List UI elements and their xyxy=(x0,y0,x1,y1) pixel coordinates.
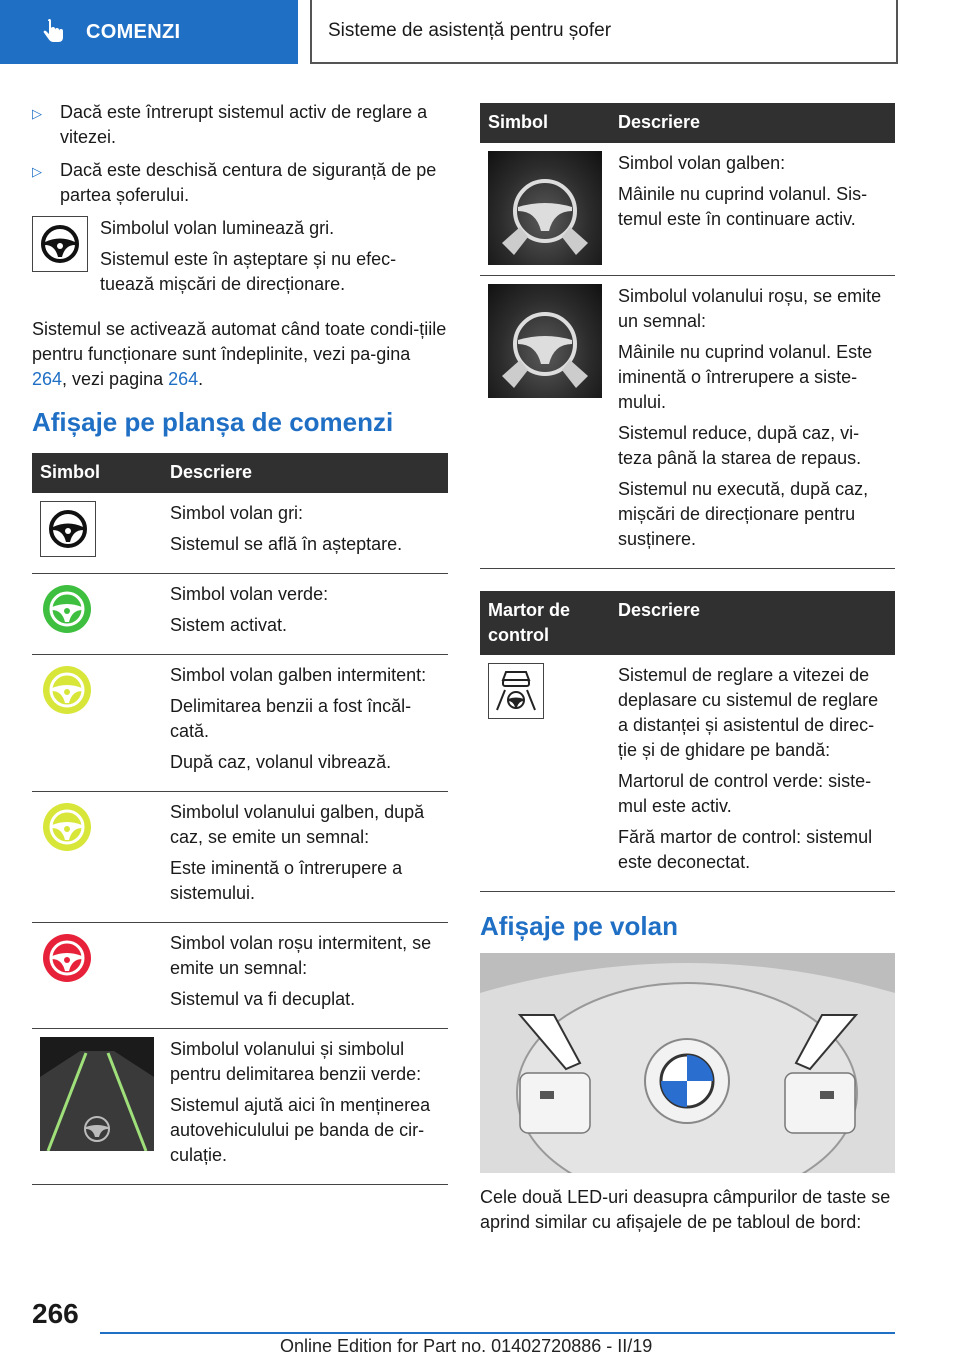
list-item: ▷ Dacă este întrerupt sistemul activ de reglare a vitezei. xyxy=(32,100,448,150)
page-link[interactable]: 264 xyxy=(32,369,63,389)
column-header: Simbol xyxy=(480,103,610,143)
table-row: Simbolul volanului și simbolul pentru delimitarea benzii verde: Sistemul ajută aici în menținerea autovehiculului pe banda de cir-culație. xyxy=(32,1029,448,1185)
steering-wheel-outline-icon xyxy=(32,216,88,272)
symbol-table xyxy=(32,453,448,1185)
table-row: Simbol volan galben: Mâinile nu cuprind volanul. Sis-temul este în continuare activ. xyxy=(480,143,895,276)
right-column xyxy=(480,103,895,1235)
page-link[interactable]: 264 xyxy=(168,369,199,389)
section-label: COMENZI xyxy=(86,20,181,43)
table-row: Simbol volan roșu intermitent, se emite un semnal: Sistemul va fi decuplat. xyxy=(32,923,448,1029)
steering-wheel-outline-icon xyxy=(40,501,96,557)
page-number: 266 xyxy=(32,1298,79,1329)
icon-note: Simbolul volan luminează gri. Sistemul este în așteptare și nu efec-tuează mișcări de direcționare. xyxy=(32,216,448,303)
table-row: Sistemul de reglare a vitezei de deplasare cu sistemul de reglare a distanței și asistentul de direc-ție și de ghidare pe bandă: Martorul de control verde: siste-mul este activ. Fără martor de control: sistemul este deconectat. xyxy=(480,655,895,892)
steering-wheel-photo xyxy=(480,953,895,1173)
chapter-header xyxy=(310,0,898,64)
triangle-bullet-icon: ▷ xyxy=(32,106,42,121)
caption-paragraph: Cele două LED-uri deasupra câmpurilor de taste se aprind similar cu afișajele de pe tabloul de bord: xyxy=(480,1187,891,1232)
footer-divider xyxy=(100,1332,895,1334)
assistant-indicator-icon xyxy=(488,663,544,719)
edition-text: Online Edition for Part no. 01402720886 - II/19 xyxy=(280,1336,653,1356)
steering-wheel-green-icon xyxy=(40,582,154,643)
list-item: ▷ Dacă este deschisă centura de siguranță de pe partea șoferului. xyxy=(32,158,448,208)
table-row: Simbol volan galben intermitent: Delimitarea benzii a fost încăl-cată. După caz, volanul vibrează. xyxy=(32,655,448,792)
hands-off-wheel-red-icon xyxy=(488,284,602,398)
chapter-title: Sisteme de asistență pentru șofer xyxy=(328,20,612,41)
hands-off-wheel-yellow-icon xyxy=(488,151,602,265)
column-header: Descriere xyxy=(610,103,895,143)
table-row: Simbol volan verde: Sistem activat. xyxy=(32,574,448,655)
body-paragraph: Sistemul se activează automat când toate condi-țiile pentru funcționare sunt îndeplinite, vezi pa-gina 264, vezi pagina 264. xyxy=(32,319,447,389)
steering-wheel-red-icon xyxy=(40,931,154,992)
table-row: Simbolul volanului galben, după caz, se emite un semnal: Este iminentă o întrerupere a sistemului. xyxy=(32,792,448,923)
section-heading: Afișaje pe volan xyxy=(480,911,678,941)
left-column xyxy=(32,100,448,1185)
column-header: Martor de control xyxy=(480,591,610,655)
column-header: Simbol xyxy=(32,453,162,493)
table-row: Simbolul volanului roșu, se emite un semnal: Mâinile nu cuprind volanul. Este iminentă o întrerupere a siste-mului. Sistemul reduce, după caz, vi-teza până la starea de repaus. Sistemul nu execută, după caz, mișcări de direcționare pentru susținere. xyxy=(480,276,895,569)
column-header: Descriere xyxy=(610,591,895,655)
lane-guidance-display-icon xyxy=(40,1037,154,1151)
triangle-bullet-icon: ▷ xyxy=(32,164,42,179)
symbol-table xyxy=(480,103,895,569)
section-tab[interactable] xyxy=(0,0,298,64)
indicator-table xyxy=(480,591,895,892)
section-heading: Afișaje pe planșa de comenzi xyxy=(32,407,394,437)
table-row: Simbol volan gri: Sistemul se află în așteptare. xyxy=(32,493,448,574)
column-header: Descriere xyxy=(162,453,448,493)
hand-pointer-icon xyxy=(40,18,68,46)
steering-wheel-yellow-icon xyxy=(40,663,154,724)
steering-wheel-yellow-icon xyxy=(40,800,154,861)
